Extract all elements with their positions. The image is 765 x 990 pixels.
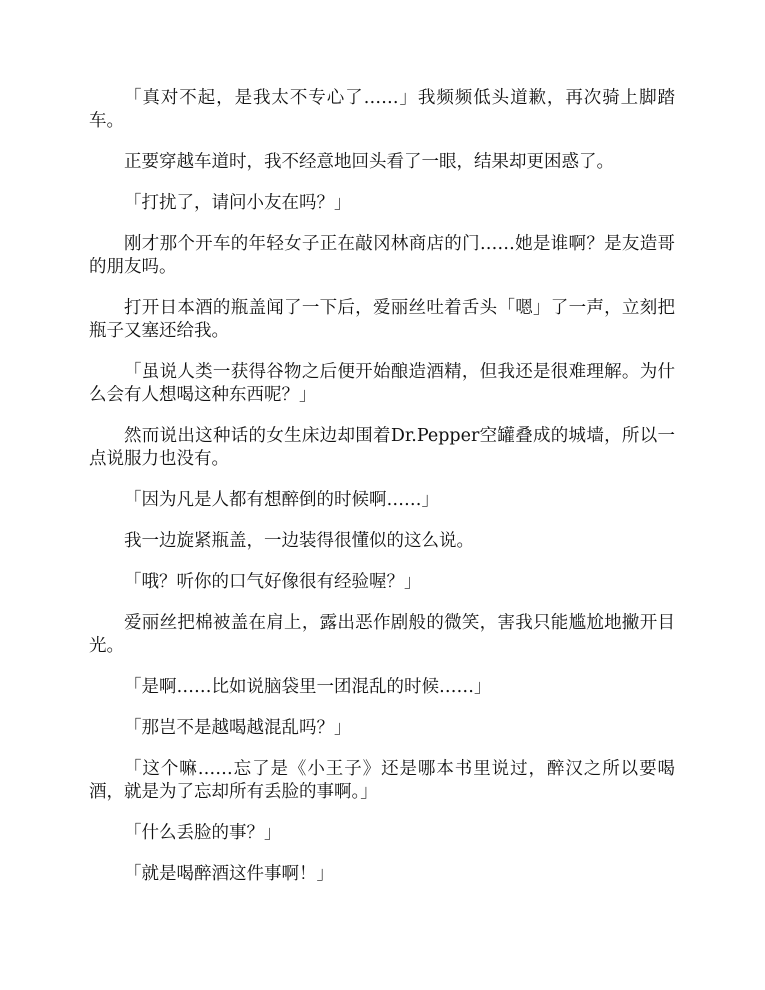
text-body bbox=[89, 87, 675, 904]
paragraph: 然而说出这种话的女生床边却围着Dr.Pepper空罐叠成的城墙，所以一点说服力也没有。 bbox=[89, 426, 675, 469]
paragraph: 「虽说人类一获得谷物之后便开始酿造酒精，但我还是很难理解。为什么会有人想喝这种东西呢？」 bbox=[89, 362, 675, 405]
paragraph: 正要穿越车道时，我不经意地回头看了一眼，结果却更困惑了。 bbox=[124, 152, 614, 172]
paragraph: 我一边旋紧瓶盖，一边装得很懂似的这么说。 bbox=[124, 531, 474, 551]
paragraph: 「那岂不是越喝越混乱吗？」 bbox=[124, 718, 352, 738]
paragraph: 「因为凡是人都有想醉倒的时候啊……」 bbox=[124, 490, 439, 510]
paragraph: 刚才那个开车的年轻女子正在敲冈林商店的门……她是谁啊？是友造哥的朋友吗。 bbox=[89, 234, 675, 277]
paragraph: 「真对不起，是我太不专心了……」我频频低头道歉，再次骑上脚踏车。 bbox=[89, 88, 675, 131]
paragraph: 「哦？听你的口气好像很有经验喔？」 bbox=[124, 572, 422, 592]
paragraph: 爱丽丝把棉被盖在肩上，露出恶作剧般的微笑，害我只能尴尬地撇开目光。 bbox=[89, 613, 675, 656]
paragraph: 打开日本酒的瓶盖闻了一下后，爱丽丝吐着舌头「嗯」了一声，立刻把瓶子又塞还给我。 bbox=[89, 298, 675, 341]
paragraph: 「什么丢脸的事？」 bbox=[124, 823, 282, 843]
paragraph: 「就是喝醉酒这件事啊！」 bbox=[124, 864, 334, 884]
paragraph: 「打扰了，请问小友在吗？」 bbox=[124, 193, 352, 213]
paragraph: 「这个嘛……忘了是《小王子》还是哪本书里说过，醉汉之所以要喝酒，就是为了忘却所有丢脸的事啊。」 bbox=[89, 759, 675, 802]
paragraph: 「是啊……比如说脑袋里一团混乱的时候……」 bbox=[124, 677, 492, 697]
